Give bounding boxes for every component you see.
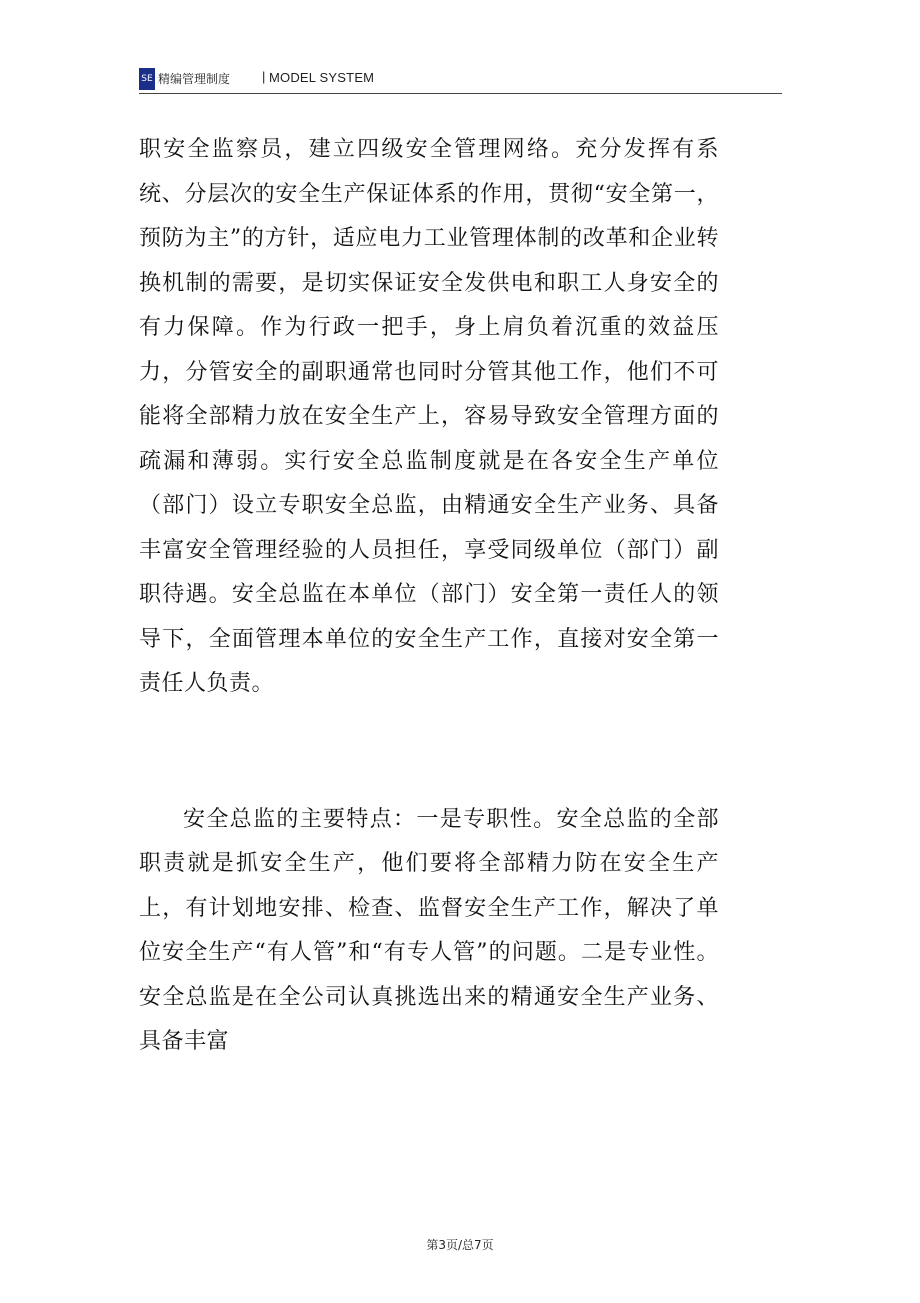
document-body	[139, 128, 719, 1065]
header-model-label: MODEL SYSTEM	[269, 70, 375, 85]
paragraph-spacer	[139, 707, 719, 798]
body-paragraph-2: 安全总监的主要特点：一是专职性。安全总监的全部职责就是抓安全生产，他们要将全部精力防在安全生产上，有计划地安排、检查、监督安全生产工作，解决了单位安全生产“有人管”和“有专人管”的问题。二是专业性。安全总监是在全公司认真挑选出来的精通安全生产业务、具备丰富	[139, 806, 719, 1054]
header-divider	[139, 93, 782, 94]
page-header	[139, 64, 782, 94]
body-paragraph-1: 职安全监察员，建立四级安全管理网络。充分发挥有系统、分层次的安全生产保证体系的作用，贯彻“安全第一，预防为主”的方针，适应电力工业管理体制的改革和企业转换机制的需要，是切实保证安全发供电和职工人身安全的有力保障。作为行政一把手，身上肩负着沉重的效益压力，分管安全的副职通常也同时分管其他工作，他们不可能将全部精力放在安全生产上，容易导致安全管理方面的疏漏和薄弱。实行安全总监制度就是在各安全生产单位（部门）设立专职安全总监，由精通安全生产业务、具备丰富安全管理经验的人员担任，享受同级单位（部门）副职待遇。安全总监在本单位（部门）安全第一责任人的领导下，全面管理本单位的安全生产工作，直接对安全第一责任人负责。	[139, 137, 719, 696]
header-separator: |	[262, 69, 266, 84]
header-title: 精编管理制度	[158, 72, 231, 86]
page-number: 第3页/总7页	[426, 1238, 494, 1252]
brand-logo-icon: SE	[139, 68, 155, 90]
